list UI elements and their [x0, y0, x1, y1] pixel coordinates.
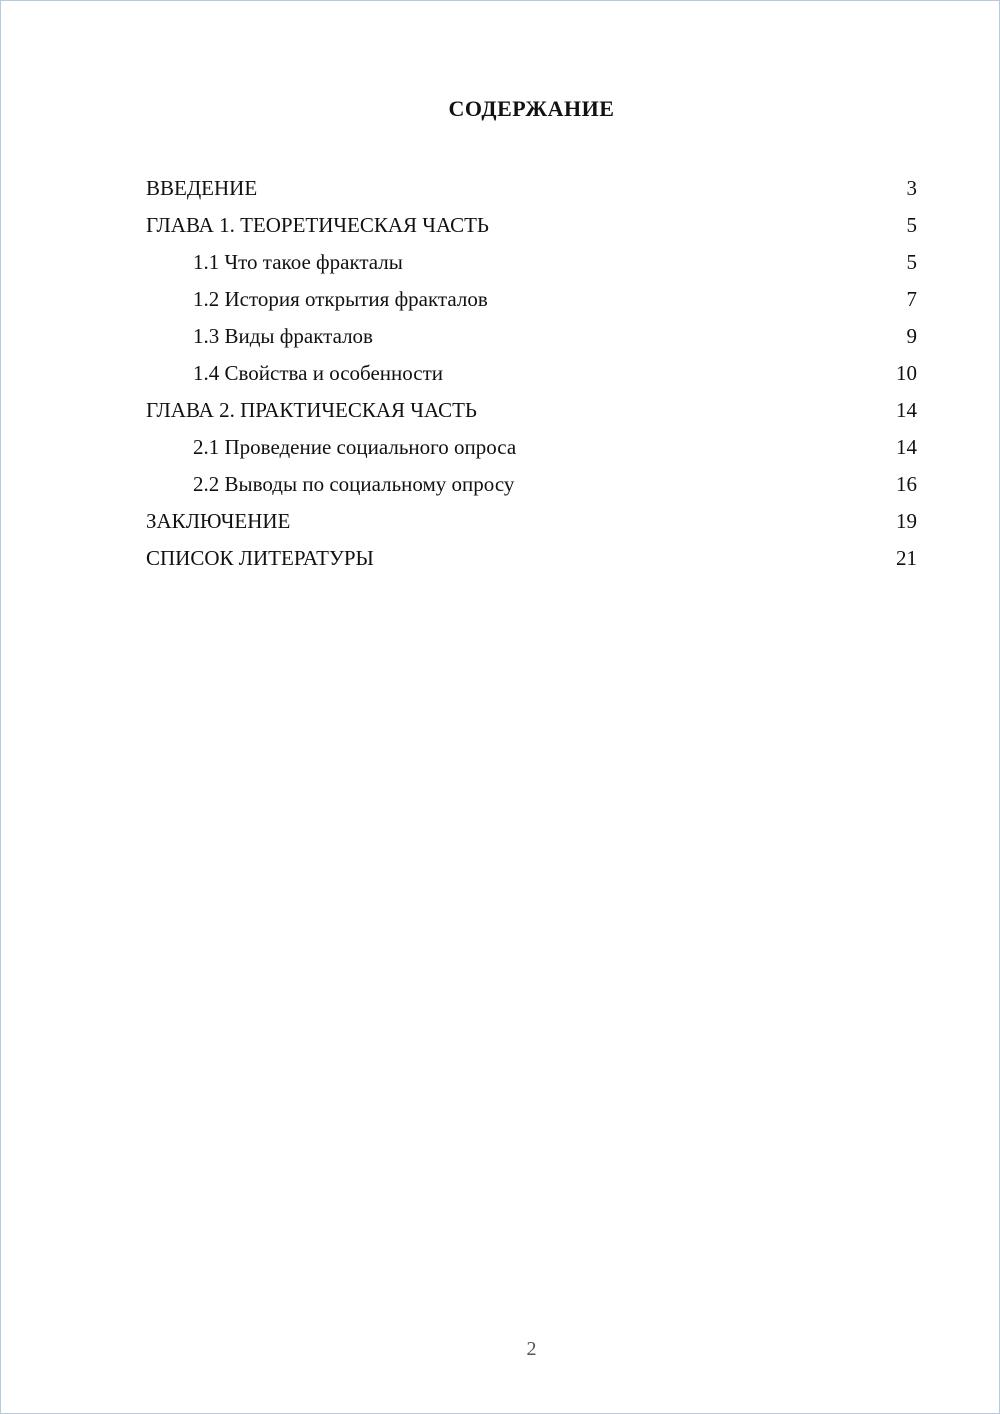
toc-entry [146, 170, 917, 207]
toc-entry-page: 3 [906, 176, 917, 200]
toc-entry [146, 207, 917, 244]
toc-entry-page: 5 [906, 250, 917, 274]
toc-entry-page: 9 [906, 324, 917, 348]
toc-entry-page: 14 [896, 435, 917, 459]
toc-entry-label: 1.1 Что такое фракталы [193, 250, 403, 274]
toc-entry [146, 318, 917, 355]
toc-entry-page: 10 [896, 361, 917, 385]
toc-entry [146, 503, 917, 540]
toc-entry-label: 2.1 Проведение социального опроса [193, 435, 517, 459]
toc-entry [146, 281, 917, 318]
table-of-contents [146, 170, 917, 577]
toc-entry [146, 429, 917, 466]
toc-entry [146, 355, 917, 392]
toc-entry-page: 14 [896, 398, 917, 422]
toc-entry [146, 540, 917, 577]
toc-entry-page: 16 [896, 472, 917, 496]
toc-entry-page: 7 [906, 287, 917, 311]
toc-entry-label: СПИСОК ЛИТЕРАТУРЫ [146, 546, 374, 570]
toc-entry-page: 19 [896, 509, 917, 533]
toc-entry-label: ГЛАВА 2. ПРАКТИЧЕСКАЯ ЧАСТЬ [146, 398, 477, 422]
toc-entry-page: 21 [896, 546, 917, 570]
toc-entry-label: 1.3 Виды фракталов [193, 324, 373, 348]
toc-entry-label: ЗАКЛЮЧЕНИЕ [146, 509, 291, 533]
page-number-footer: 2 [526, 1338, 537, 1360]
toc-entry-label: ГЛАВА 1. ТЕОРЕТИЧЕСКАЯ ЧАСТЬ [146, 213, 489, 237]
page-content [1, 1, 999, 577]
toc-entry [146, 392, 917, 429]
toc-entry-label: 1.4 Свойства и особенности [193, 361, 444, 385]
toc-entry-page: 5 [906, 213, 917, 237]
toc-entry-label: ВВЕДЕНИЕ [146, 176, 258, 200]
toc-entry [146, 244, 917, 281]
page-title: СОДЕРЖАНИЕ [448, 96, 615, 121]
toc-entry-label: 2.2 Выводы по социальному опросу [193, 472, 515, 496]
toc-entry [146, 466, 917, 503]
toc-entry-label: 1.2 История открытия фракталов [193, 287, 488, 311]
